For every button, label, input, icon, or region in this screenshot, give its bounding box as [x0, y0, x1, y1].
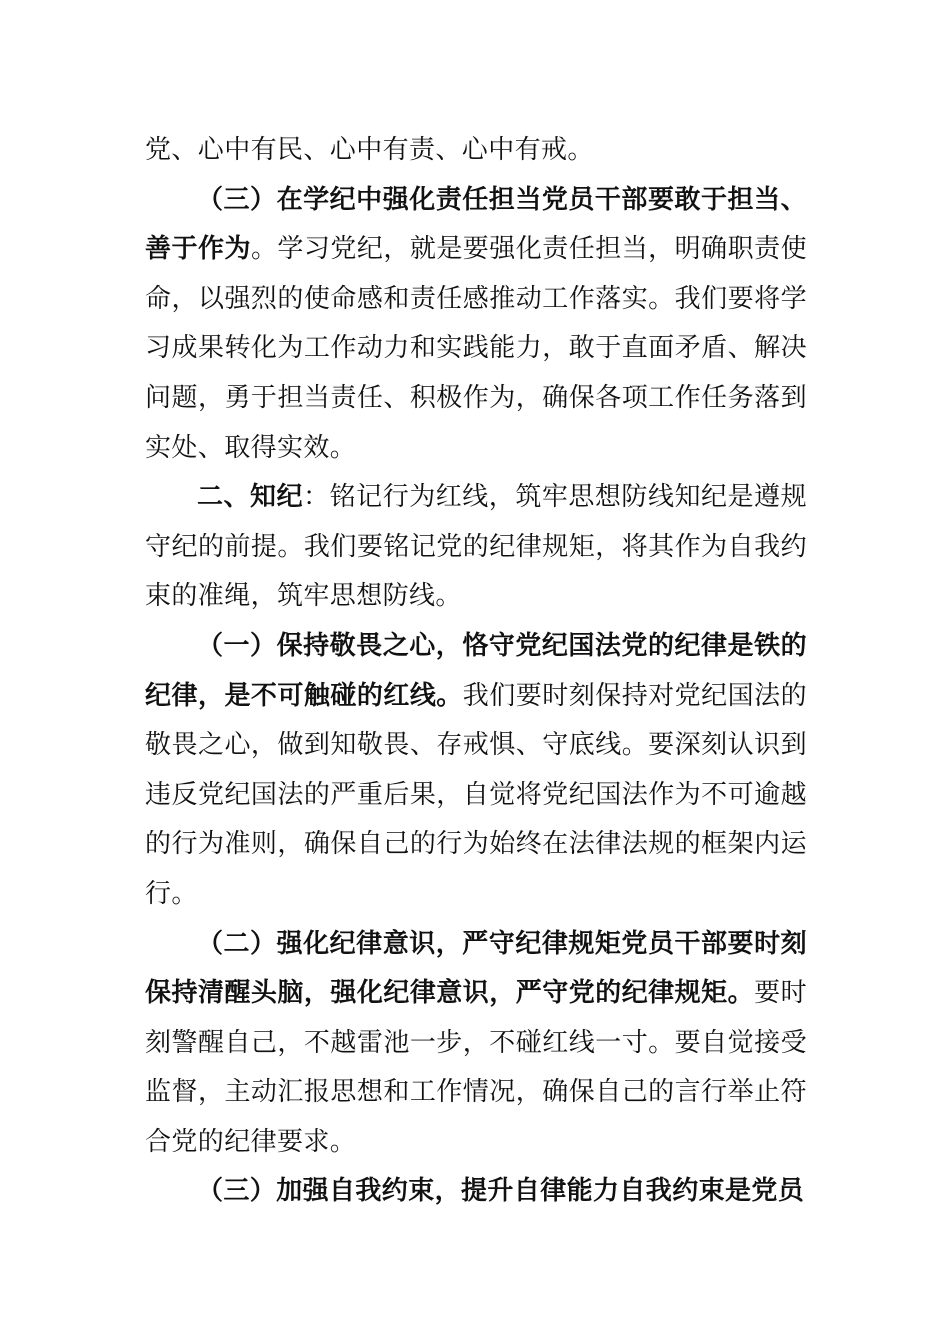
section-heading: （三）在学纪中强化责任担当党员干部要敢于担当、善于作为: [145, 184, 807, 265]
document-body: [145, 126, 807, 1217]
paragraph-text: 党、心中有民、心中有责、心中有戒。: [145, 135, 594, 165]
paragraph-section-3: [145, 176, 807, 474]
section-heading: （一）保持敬畏之心，恪守党纪国法党的纪律是铁的纪律，是不可触碰的红线。: [145, 630, 807, 711]
paragraph-text: ：铭记行为红线，筑牢思想防线知纪是遵规守纪的前提。我们要铭记党的纪律规矩，将其作为自我约束的准绳，筑牢思想防线。: [145, 482, 807, 612]
paragraph-text: 我们要时刻保持对党纪国法的敬畏之心，做到知敬畏、存戒惧、守底线。要深刻认识到违反党纪国法的严重后果，自觉将党纪国法作为不可逾越的行为准则，确保自己的行为始终在法律法规的框架内运行。: [145, 680, 807, 909]
paragraph-zhiji: [145, 473, 807, 622]
paragraph-text: 。学习党纪，就是要强化责任担当，明确职责使命，以强烈的使命感和责任感推动工作落实。我们要将学习成果转化为工作动力和实践能力，敢于直面矛盾、解决问题，勇于担当责任、积极作为，确保各项工作任务落到实处、取得实效。: [145, 234, 807, 463]
paragraph-text: 要时刻警醒自己，不越雷池一步，不碰红线一寸。要自觉接受监督，主动汇报思想和工作情况，确保自己的言行举止符合党的纪律要求。: [145, 978, 807, 1157]
paragraph-continuation: [145, 126, 807, 176]
paragraph-section-2: [145, 920, 807, 1168]
section-heading: （二）强化纪律意识，严守纪律规矩党员干部要时刻保持清醒头脑，强化纪律意识，严守党的纪律规矩。: [145, 928, 807, 1009]
section-heading: （三）加强自我约束，提升自律能力自我约束是党员: [197, 1176, 805, 1207]
section-heading: 二、知纪: [197, 482, 304, 513]
paragraph-section-1: [145, 622, 807, 920]
paragraph-section-3b: [145, 1167, 807, 1217]
